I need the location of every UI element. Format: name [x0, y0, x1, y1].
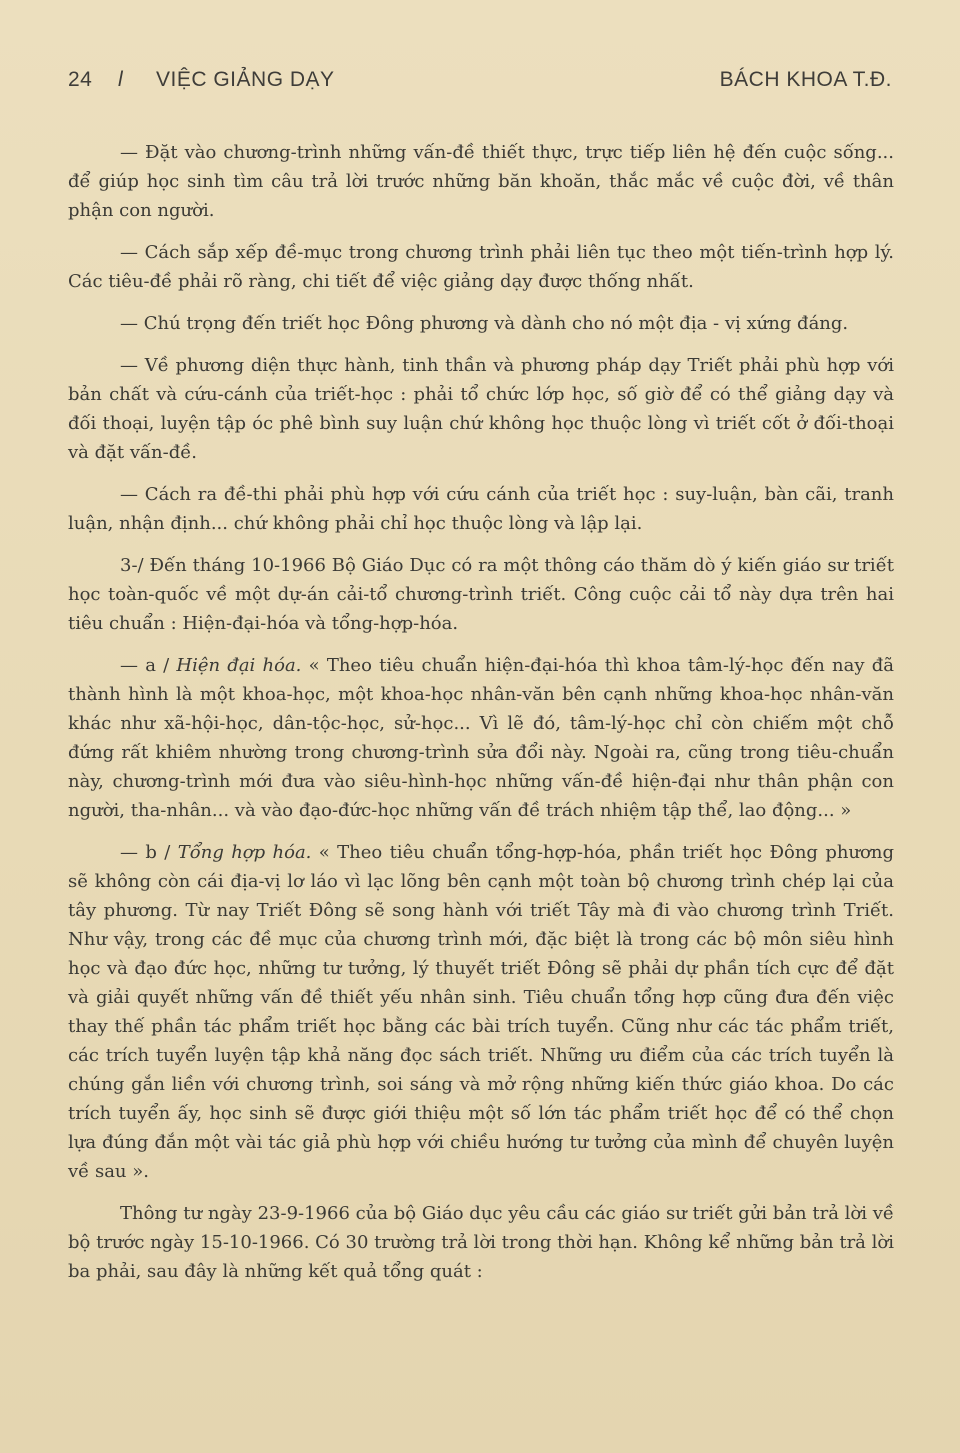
paragraph-9: Thông tư ngày 23-9-1966 của bộ Giáo dục yêu cầu các giáo sư triết gửi bản trả lời về bộ trước ngày 15-10-1966. Có 30 trường trả lời trong thời hạn. Không kể những bản trả lời ba phải, sau đây là những kết quả tổng quát : — [68, 1203, 894, 1282]
paragraph-8-lead: — b / — [120, 842, 178, 863]
paragraph-3: — Chú trọng đến triết học Đông phương và dành cho nó một địa - vị xứng đáng. — [120, 313, 849, 334]
paragraph-6: 3-/ Đến tháng 10-1966 Bộ Giáo Dục có ra một thông cáo thăm dò ý kiến giáo sư triết học toàn-quốc về một dự-án cải-tổ chương-trình triết. Công cuộc cải tổ này dựa trên hai tiêu chuẩn : Hiện-đại-hóa và tổng-hợp-hóa. — [68, 555, 894, 634]
header-separator: l — [118, 68, 124, 91]
chapter-title: VIỆC GIẢNG DẠY — [156, 68, 335, 91]
paragraph-7 — [68, 651, 894, 825]
paragraph-5: — Cách ra đề-thi phải phù hợp với cứu cánh của triết học : suy-luận, bàn cãi, tranh luận, nhận định... chứ không phải chỉ học thuộc lòng và lập lại. — [68, 484, 894, 534]
paragraph-1: — Đặt vào chương-trình những vấn-đề thiết thực, trực tiếp liên hệ đến cuộc sống... để giúp học sinh tìm câu trả lời trước những băn khoăn, thắc mắc về cuộc đời, về thân phận con người. — [68, 142, 894, 221]
paragraph-2: — Cách sắp xếp đề-mục trong chương trình phải liên tục theo một tiến-trình hợp lý. Các tiêu-đề phải rõ ràng, chi tiết để việc giảng dạy được thống nhất. — [68, 242, 894, 292]
paragraph-7-lead: — a / — [120, 655, 177, 676]
journal-name: BÁCH KHOA T.Đ. — [719, 68, 892, 91]
paragraph-8-heading: Tổng hợp hóa. — [177, 842, 312, 863]
paragraph-8-body: « Theo tiêu chuẩn tổng-hợp-hóa, phần triết học Đông phương sẽ không còn cái địa-vị lơ láo vì lạc lõng bên cạnh một toàn bộ chương trình chép lại của tây phương. Từ nay Triết Đông sẽ song hành với triết Tây mà đi vào chương trình Triết. Như vậy, trong các đề mục của chương trình mới, đặc biệt là trong các bộ môn siêu hình học và đạo đức học, những tư tưởng, lý thuyết triết Đông sẽ phải dự phần tích cực để đặt và giải quyết những vấn đề thiết yếu nhân sinh. Tiêu chuẩn tổng hợp cũng đưa đến việc thay thế phần tác phẩm triết học bằng các bài trích tuyển. Cũng như các tác phẩm triết, các trích tuyển luyện tập khả năng đọc sách triết. Những ưu điểm của các trích tuyển là chúng gắn liền với chương trình, soi sáng và mở rộng những kiến thức giáo khoa. Do các trích tuyển ấy, học sinh sẽ được giới thiệu một số lớn tác phẩm triết học để có thể chọn lựa đúng đắn một vài tác giả phù hợp với chiều hướng tư tưởng của mình để chuyên luyện về sau ». — [68, 842, 894, 1182]
body-text — [68, 138, 894, 1286]
page-number: 24 — [68, 68, 93, 91]
paragraph-7-heading: Hiện đại hóa. — [176, 655, 302, 676]
running-header — [68, 68, 892, 98]
paragraph-8 — [68, 838, 894, 1186]
paragraph-4: — Về phương diện thực hành, tinh thần và phương pháp dạy Triết phải phù hợp với bản chất và cứu-cánh của triết-học : phải tổ chức lớp học, số giờ để có thể giảng dạy và đối thoại, luyện tập óc phê bình suy luận chứ không học thuộc lòng vì triết cốt ở đối-thoại và đặt vấn-đề. — [68, 355, 894, 463]
paragraph-7-body: « Theo tiêu chuẩn hiện-đại-hóa thì khoa tâm-lý-học đến nay đã thành hình là một khoa-học, một khoa-học nhân-văn bên cạnh những khoa-học nhân-văn khác như xã-hội-học, dân-tộc-học, sử-học... Vì lẽ đó, tâm-lý-học chỉ còn chiếm một chỗ đứng rất khiêm nhường trong chương-trình sửa đổi này. Ngoài ra, cũng trong tiêu-chuẩn này, chương-trình mới đưa vào siêu-hình-học những vấn-đề hiện-đại như thân phận con người, tha-nhân... và vào đạo-đức-học những vấn đề trách nhiệm tập thể, lao động... » — [68, 655, 894, 821]
